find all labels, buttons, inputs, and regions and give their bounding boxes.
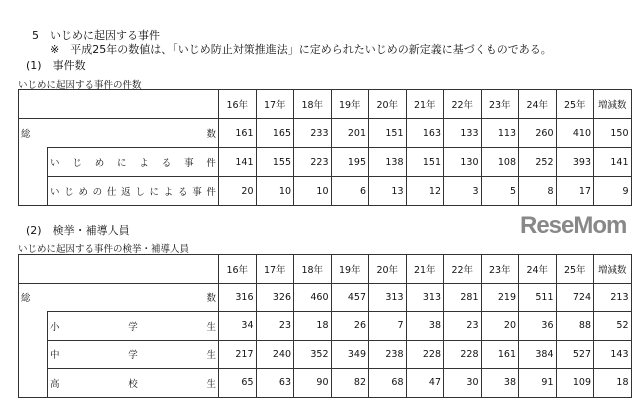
value-cell: 8 (519, 177, 557, 206)
resemom-watermark-logo: ReseMom (520, 212, 627, 239)
value-cell: 26 (331, 312, 369, 341)
row-label-char: 数 (206, 129, 216, 140)
table-row (19, 283, 632, 312)
value-cell: 7 (369, 312, 407, 341)
column-header: 19年 (331, 90, 369, 119)
value-cell: 217 (219, 340, 257, 369)
value-cell: 34 (219, 312, 257, 341)
row-label-char: 生 (206, 378, 216, 390)
row-label (48, 148, 219, 177)
value-cell: 82 (331, 369, 369, 398)
value-cell: 313 (406, 283, 444, 312)
section-heading: 5 いじめに起因する事件 (32, 29, 160, 42)
value-cell: 163 (406, 119, 444, 148)
row-label-char: 総 (21, 129, 31, 140)
value-cell: 352 (294, 340, 332, 369)
value-cell: 130 (444, 148, 482, 177)
row-label-char: 学 (128, 350, 138, 362)
value-cell: 36 (519, 312, 557, 341)
value-cell: 252 (519, 148, 557, 177)
section1-caption: いじめに起因する事件の件数 (18, 80, 142, 91)
value-cell: 141 (594, 148, 632, 177)
row-label-char: 返 (121, 187, 131, 198)
section2-caption: いじめに起因する事件の検挙・補導人員 (18, 244, 190, 255)
value-cell: 38 (481, 369, 519, 398)
column-header: 17年 (256, 90, 294, 119)
value-cell: 141 (219, 148, 257, 177)
row-label-char: 学 (128, 321, 138, 333)
value-cell: 151 (406, 148, 444, 177)
value-cell: 165 (256, 119, 294, 148)
column-header: 21年 (406, 255, 444, 284)
column-header: 18年 (294, 90, 332, 119)
header-row (19, 90, 632, 119)
row-label-char: 件 (206, 158, 216, 169)
indent-cell (19, 340, 48, 369)
row-label-char: し (135, 187, 145, 198)
value-cell: 527 (556, 340, 594, 369)
value-cell: 18 (594, 369, 632, 398)
column-header: 増減数 (594, 255, 632, 284)
column-header: 23年 (481, 255, 519, 284)
indent-cell (19, 312, 48, 341)
value-cell: 213 (594, 283, 632, 312)
value-cell: 161 (481, 340, 519, 369)
value-cell: 68 (369, 369, 407, 398)
value-cell: 6 (331, 177, 369, 206)
value-cell: 460 (294, 283, 332, 312)
value-cell: 23 (444, 312, 482, 341)
row-label-char: 高 (50, 378, 60, 390)
row-label-char: る (177, 187, 188, 198)
table-row (19, 312, 632, 341)
value-cell: 30 (444, 369, 482, 398)
value-cell: 12 (406, 177, 444, 206)
value-cell: 47 (406, 369, 444, 398)
row-label-char: 数 (206, 293, 216, 305)
value-cell: 17 (556, 177, 594, 206)
row-label (48, 312, 219, 341)
row-label-char: 仕 (106, 187, 117, 198)
column-header: 24年 (519, 255, 557, 284)
value-cell: 384 (519, 340, 557, 369)
row-label (19, 283, 219, 312)
table-row (19, 177, 632, 206)
row-label-char: 事 (192, 187, 202, 198)
row-label-char: よ (163, 187, 174, 198)
column-header: 20年 (369, 255, 407, 284)
column-header: 22年 (444, 255, 482, 284)
value-cell: 23 (256, 312, 294, 341)
row-label-char: 件 (206, 187, 216, 198)
header-row (19, 255, 632, 284)
value-cell: 260 (519, 119, 557, 148)
indent-cell (19, 369, 48, 398)
value-cell: 65 (219, 369, 257, 398)
value-cell: 393 (556, 148, 594, 177)
value-cell: 150 (594, 119, 632, 148)
value-cell: 240 (256, 340, 294, 369)
column-header: 16年 (219, 90, 257, 119)
row-label-char: る (161, 158, 172, 169)
value-cell: 18 (294, 312, 332, 341)
column-header: 18年 (294, 255, 332, 284)
value-cell: 219 (481, 283, 519, 312)
column-header: 16年 (219, 255, 257, 284)
value-cell: 410 (556, 119, 594, 148)
value-cell: 511 (519, 283, 557, 312)
value-cell: 151 (369, 119, 407, 148)
row-label-char: め (94, 158, 105, 169)
row-label-char: 生 (206, 350, 216, 362)
section2-title: (2) 検挙・補導人員 (26, 224, 130, 237)
row-label-char: い (50, 158, 60, 169)
value-cell: 20 (219, 177, 257, 206)
table-row (19, 340, 632, 369)
section1-title: (1) 事件数 (26, 59, 86, 72)
arrest-count-table (18, 254, 632, 398)
column-header: 19年 (331, 255, 369, 284)
column-header: 21年 (406, 90, 444, 119)
value-cell: 3 (444, 177, 482, 206)
row-label-char: 小 (50, 321, 60, 333)
value-cell: 9 (594, 177, 632, 206)
note: ※ 平成25年の数値は、「いじめ防止対策推進法」に定められたいじめの新定義に基づくものである。 (50, 43, 552, 56)
value-cell: 457 (331, 283, 369, 312)
indent-cell (19, 177, 48, 206)
row-label (48, 369, 219, 398)
header-blank (19, 255, 219, 284)
row-label-char: 生 (206, 321, 216, 333)
value-cell: 228 (444, 340, 482, 369)
column-header: 25年 (556, 255, 594, 284)
row-label-char: 総 (21, 293, 31, 305)
row-label-char: よ (139, 158, 149, 169)
column-header: 24年 (519, 90, 557, 119)
value-cell: 108 (481, 148, 519, 177)
column-header: 22年 (444, 90, 482, 119)
column-header: 増減数 (594, 90, 632, 119)
value-cell: 349 (331, 340, 369, 369)
value-cell: 38 (406, 312, 444, 341)
value-cell: 223 (294, 148, 332, 177)
value-cell: 52 (594, 312, 632, 341)
indent-cell (19, 148, 48, 177)
value-cell: 143 (594, 340, 632, 369)
row-label (48, 340, 219, 369)
value-cell: 724 (556, 283, 594, 312)
row-label-char: 中 (50, 350, 60, 362)
table-row (19, 369, 632, 398)
row-label (48, 177, 219, 206)
value-cell: 20 (481, 312, 519, 341)
table-row (19, 119, 632, 148)
incident-count-table (18, 89, 632, 206)
value-cell: 91 (519, 369, 557, 398)
value-cell: 155 (256, 148, 294, 177)
value-cell: 63 (256, 369, 294, 398)
value-cell: 238 (369, 340, 407, 369)
column-header: 20年 (369, 90, 407, 119)
value-cell: 109 (556, 369, 594, 398)
value-cell: 138 (369, 148, 407, 177)
value-cell: 195 (331, 148, 369, 177)
row-label-char: 校 (128, 378, 138, 390)
table-row (19, 148, 632, 177)
value-cell: 281 (444, 283, 482, 312)
row-label-char: の (92, 187, 103, 198)
column-header: 17年 (256, 255, 294, 284)
column-header: 23年 (481, 90, 519, 119)
value-cell: 5 (481, 177, 519, 206)
value-cell: 313 (369, 283, 407, 312)
row-label-char: に (117, 158, 127, 169)
header-blank (19, 90, 219, 119)
value-cell: 161 (219, 119, 257, 148)
value-cell: 10 (294, 177, 332, 206)
value-cell: 133 (444, 119, 482, 148)
value-cell: 228 (406, 340, 444, 369)
value-cell: 88 (556, 312, 594, 341)
value-cell: 201 (331, 119, 369, 148)
value-cell: 10 (256, 177, 294, 206)
row-label-char: い (50, 187, 60, 198)
column-header: 25年 (556, 90, 594, 119)
row-label-char: 事 (184, 158, 194, 169)
value-cell: 316 (219, 283, 257, 312)
value-cell: 233 (294, 119, 332, 148)
value-cell: 90 (294, 369, 332, 398)
value-cell: 113 (481, 119, 519, 148)
value-cell: 13 (369, 177, 407, 206)
row-label-char: め (78, 187, 88, 198)
value-cell: 326 (256, 283, 294, 312)
row-label-char: に (149, 187, 160, 198)
row-label-char: じ (64, 187, 74, 198)
row-label-char: じ (72, 158, 82, 169)
row-label (19, 119, 219, 148)
